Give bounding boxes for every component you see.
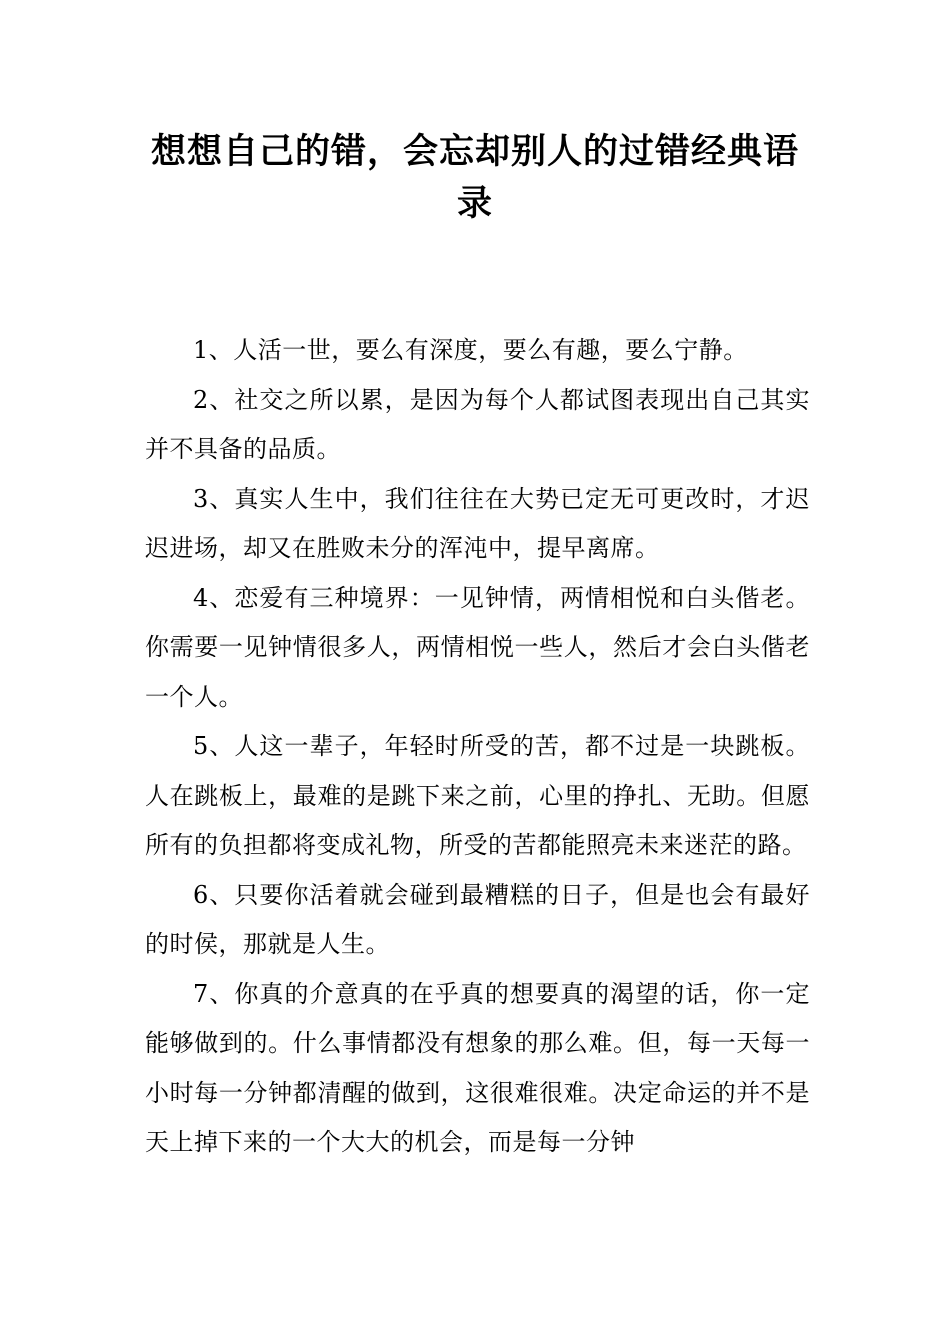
paragraph-7: 7、你真的介意真的在乎真的想要真的渴望的话，你一定能够做到的。什么事情都没有想象的那么难。但，每一天每一小时每一分钟都清醒的做到，这很难很难。决定命运的并不是天上掉下来的一个大大的机会，而是每一分钟 xyxy=(145,979,810,1156)
paragraph-3: 3、真实人生中，我们往往在大势已定无可更改时，才迟迟进场，却又在胜败未分的浑沌中，提早离席。 xyxy=(145,484,810,562)
paragraph-6: 6、只要你活着就会碰到最糟糕的日子，但是也会有最好的时侯，那就是人生。 xyxy=(145,880,810,958)
paragraph-2: 2、社交之所以累，是因为每个人都试图表现出自己其实并不具备的品质。 xyxy=(145,385,810,463)
paragraph-4: 4、恋爱有三种境界：一见钟情，两情相悦和白头偕老。你需要一见钟情很多人，两情相悦一些人，然后才会白头偕老一个人。 xyxy=(145,583,810,711)
document-body xyxy=(145,326,810,1168)
paragraph-5: 5、人这一辈子，年轻时所受的苦，都不过是一块跳板。人在跳板上，最难的是跳下来之前，心里的挣扎、无助。但愿所有的负担都将变成礼物，所受的苦都能照亮未来迷茫的路。 xyxy=(145,732,810,859)
paragraph-1: 1、人活一世，要么有深度，要么有趣，要么宁静。 xyxy=(193,336,748,364)
document-title: 想想自己的错，会忘却别人的过错经典语录 xyxy=(150,132,799,224)
